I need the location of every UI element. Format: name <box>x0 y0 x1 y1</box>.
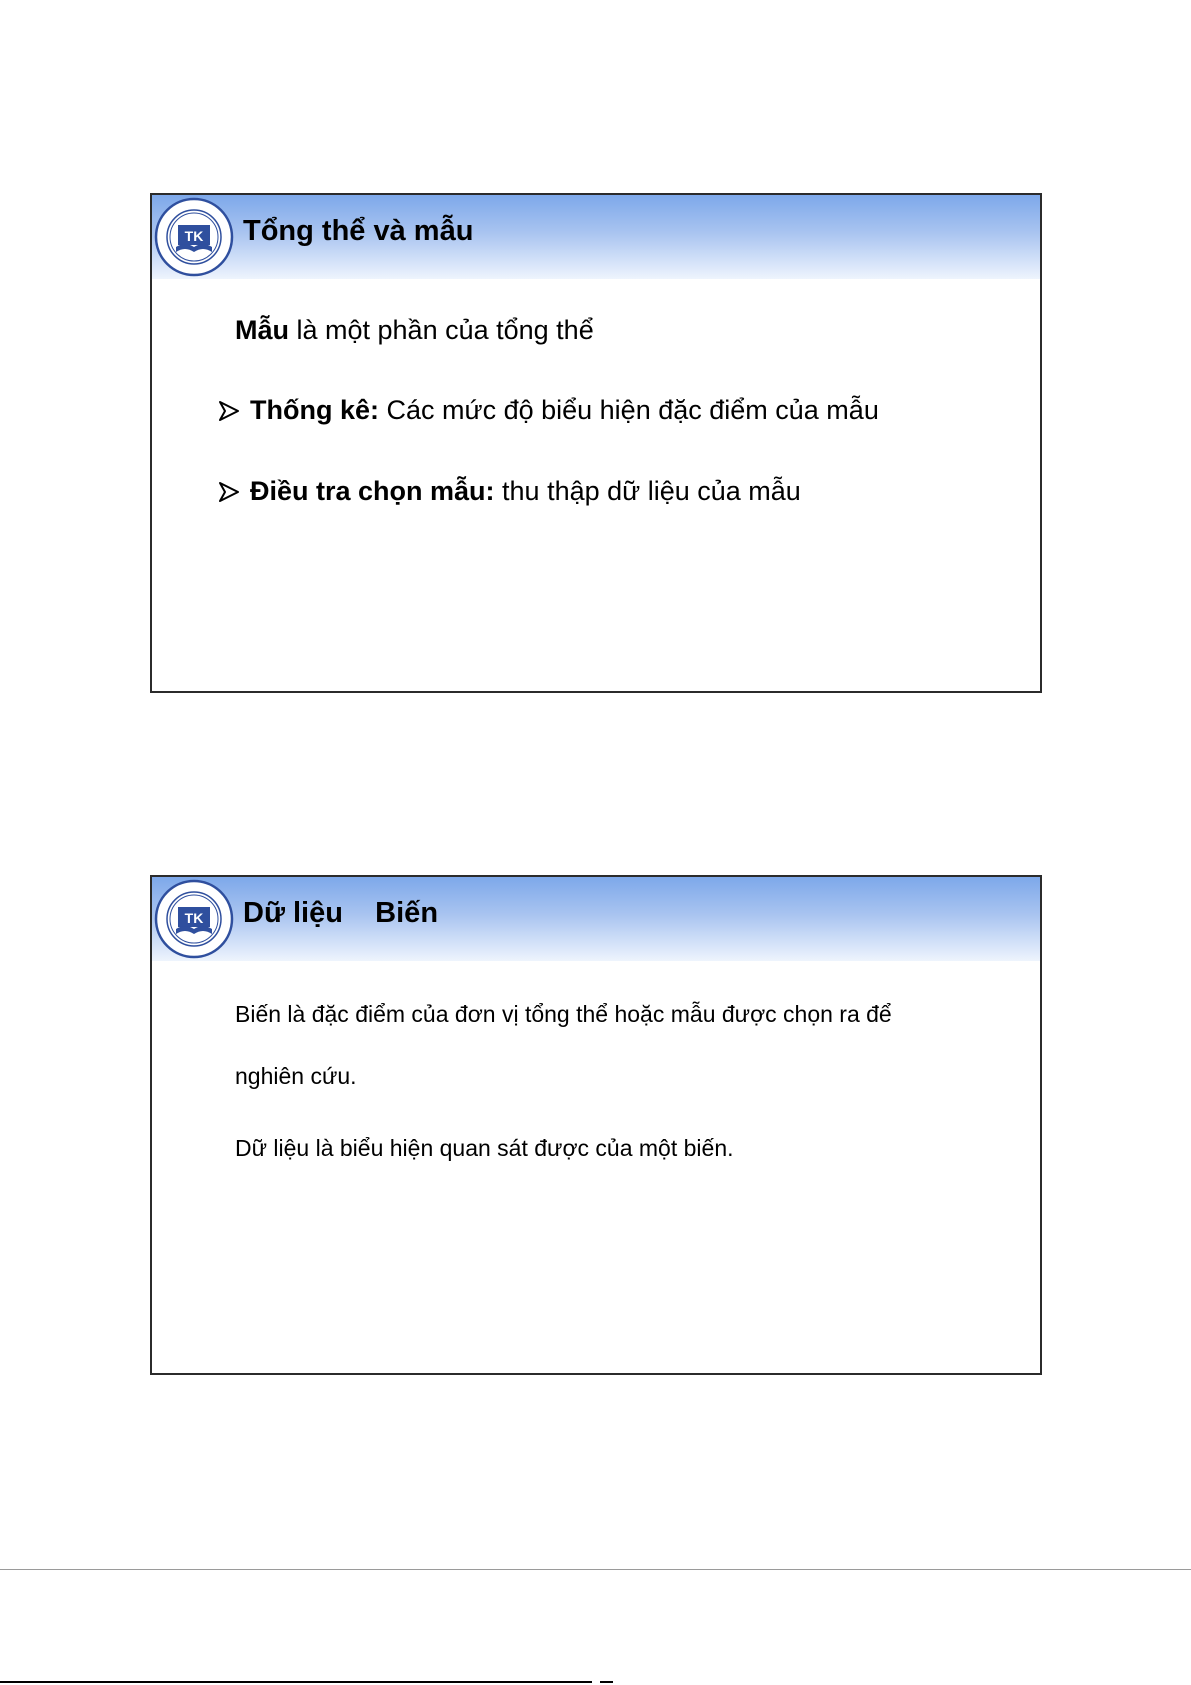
bottom-rule <box>0 1681 592 1683</box>
slide-header <box>152 877 1040 961</box>
bullet-item <box>218 395 879 426</box>
arrow-bullet-icon <box>218 400 240 422</box>
body-line: Biến là đặc điểm của đơn vị tổng thể hoặc mẫu được chọn ra để <box>235 1001 892 1027</box>
bullet-bold: Điều tra chọn mẫu: <box>250 476 495 506</box>
intro-text: là một phần của tổng thể <box>289 315 594 345</box>
bullet-item <box>218 476 801 507</box>
faculty-seal-icon <box>154 879 234 959</box>
slide-1 <box>150 193 1042 693</box>
slide-body <box>152 961 1040 1373</box>
slide-title: Tổng thể và mẫu <box>243 215 474 247</box>
slide-title: Dữ liệu Biến <box>243 897 439 929</box>
bullet-text: thu thập dữ liệu của mẫu <box>494 476 801 506</box>
bullet-bold: Thống kê: <box>250 395 379 425</box>
intro-bold: Mẫu <box>235 315 289 345</box>
body-line: Dữ liệu là biểu hiện quan sát được của một biến. <box>235 1135 734 1161</box>
svg-text:TK: TK <box>184 910 204 926</box>
bottom-rule-tick <box>600 1681 613 1683</box>
arrow-bullet-icon <box>218 481 240 503</box>
intro-line <box>235 315 594 346</box>
slide-2 <box>150 875 1042 1375</box>
slide-header <box>152 195 1040 279</box>
body-line: nghiên cứu. <box>235 1063 357 1089</box>
faculty-seal-icon <box>154 197 234 277</box>
footer-divider <box>0 1569 1191 1570</box>
slide-body <box>152 279 1040 691</box>
bullet-text: Các mức độ biểu hiện đặc điểm của mẫu <box>379 395 879 425</box>
svg-text:TK: TK <box>184 228 204 244</box>
